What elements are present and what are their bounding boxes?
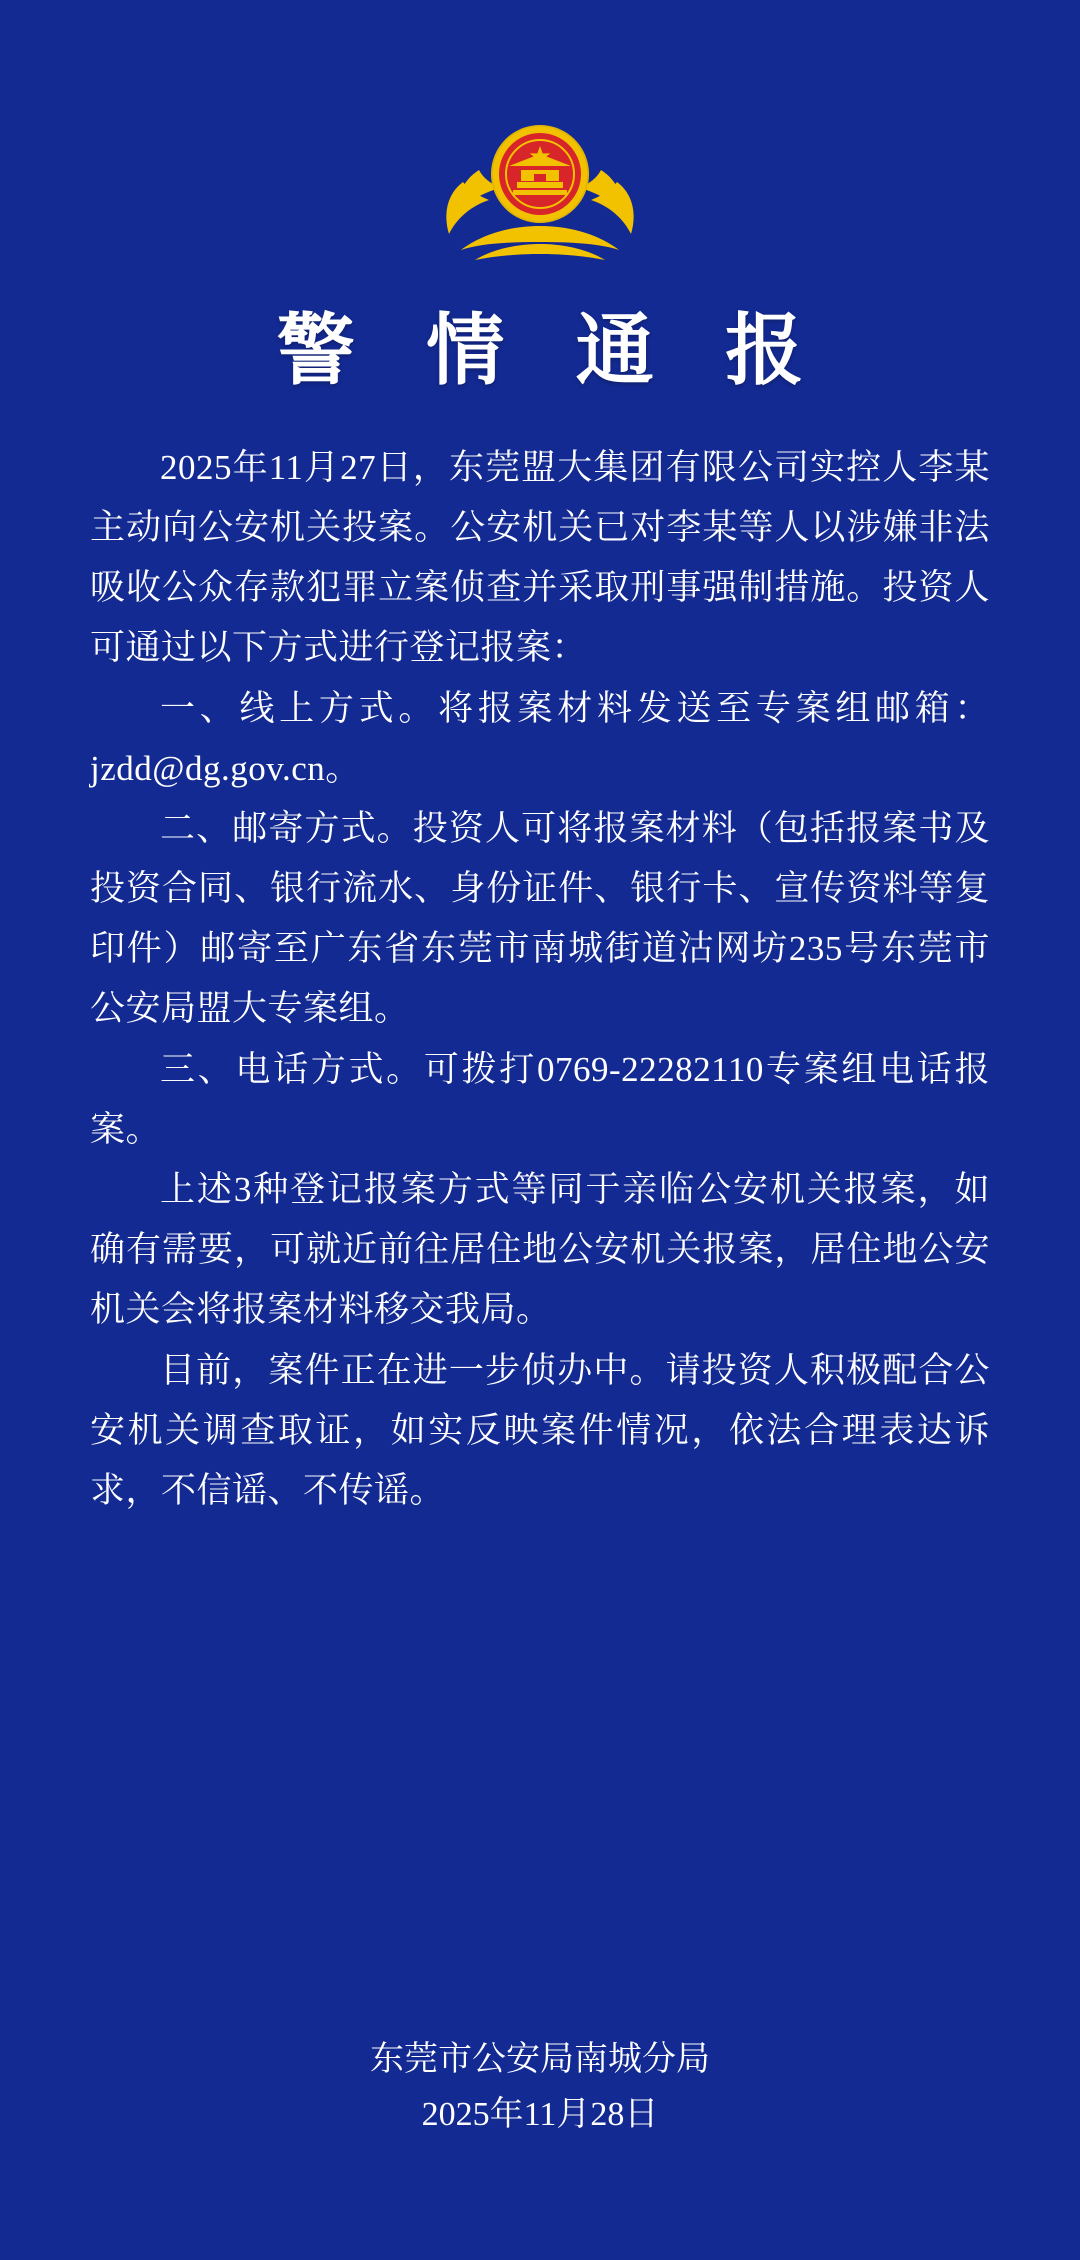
issuing-authority: 东莞市公安局南城分局: [370, 2041, 710, 2079]
document-footer: [0, 2033, 1080, 2142]
paragraph-1: 2025年11月27日，东莞盟大集团有限公司实控人李某主动向公安机关投案。公安机关已对李某等人以涉嫌非法吸收公众存款犯罪立案侦查并采取刑事强制措施。投资人可通过以下方式进行登记报案：: [90, 447, 990, 668]
paragraph-2: 一、线上方式。将报案材料发送至专案组邮箱：jzdd@dg.gov.cn。: [90, 688, 990, 788]
police-badge-emblem: [435, 118, 645, 268]
paragraph-4: 三、电话方式。可拨打0769-22282110专案组电话报案。: [90, 1049, 990, 1149]
issue-date: 2025年11月28日: [421, 2095, 659, 2133]
notice-body: [90, 438, 990, 1521]
paragraph-6: 目前，案件正在进一步侦办中。请投资人积极配合公安机关调查取证，如实反映案件情况，依法合理表达诉求，不信谣、不传谣。: [90, 1350, 990, 1510]
page-title: 警 情 通 报: [276, 307, 830, 394]
paragraph-5: 上述3种登记报案方式等同于亲临公安机关报案，如确有需要，可就近前往居住地公安机关报案，居住地公安机关会将报案材料移交我局。: [90, 1170, 990, 1330]
paragraph-3: 二、邮寄方式。投资人可将报案材料（包括报案书及投资合同、银行流水、身份证件、银行卡、宣传资料等复印件）邮寄至广东省东莞市南城街道沽网坊235号东莞市公安局盟大专案组。: [90, 808, 990, 1029]
